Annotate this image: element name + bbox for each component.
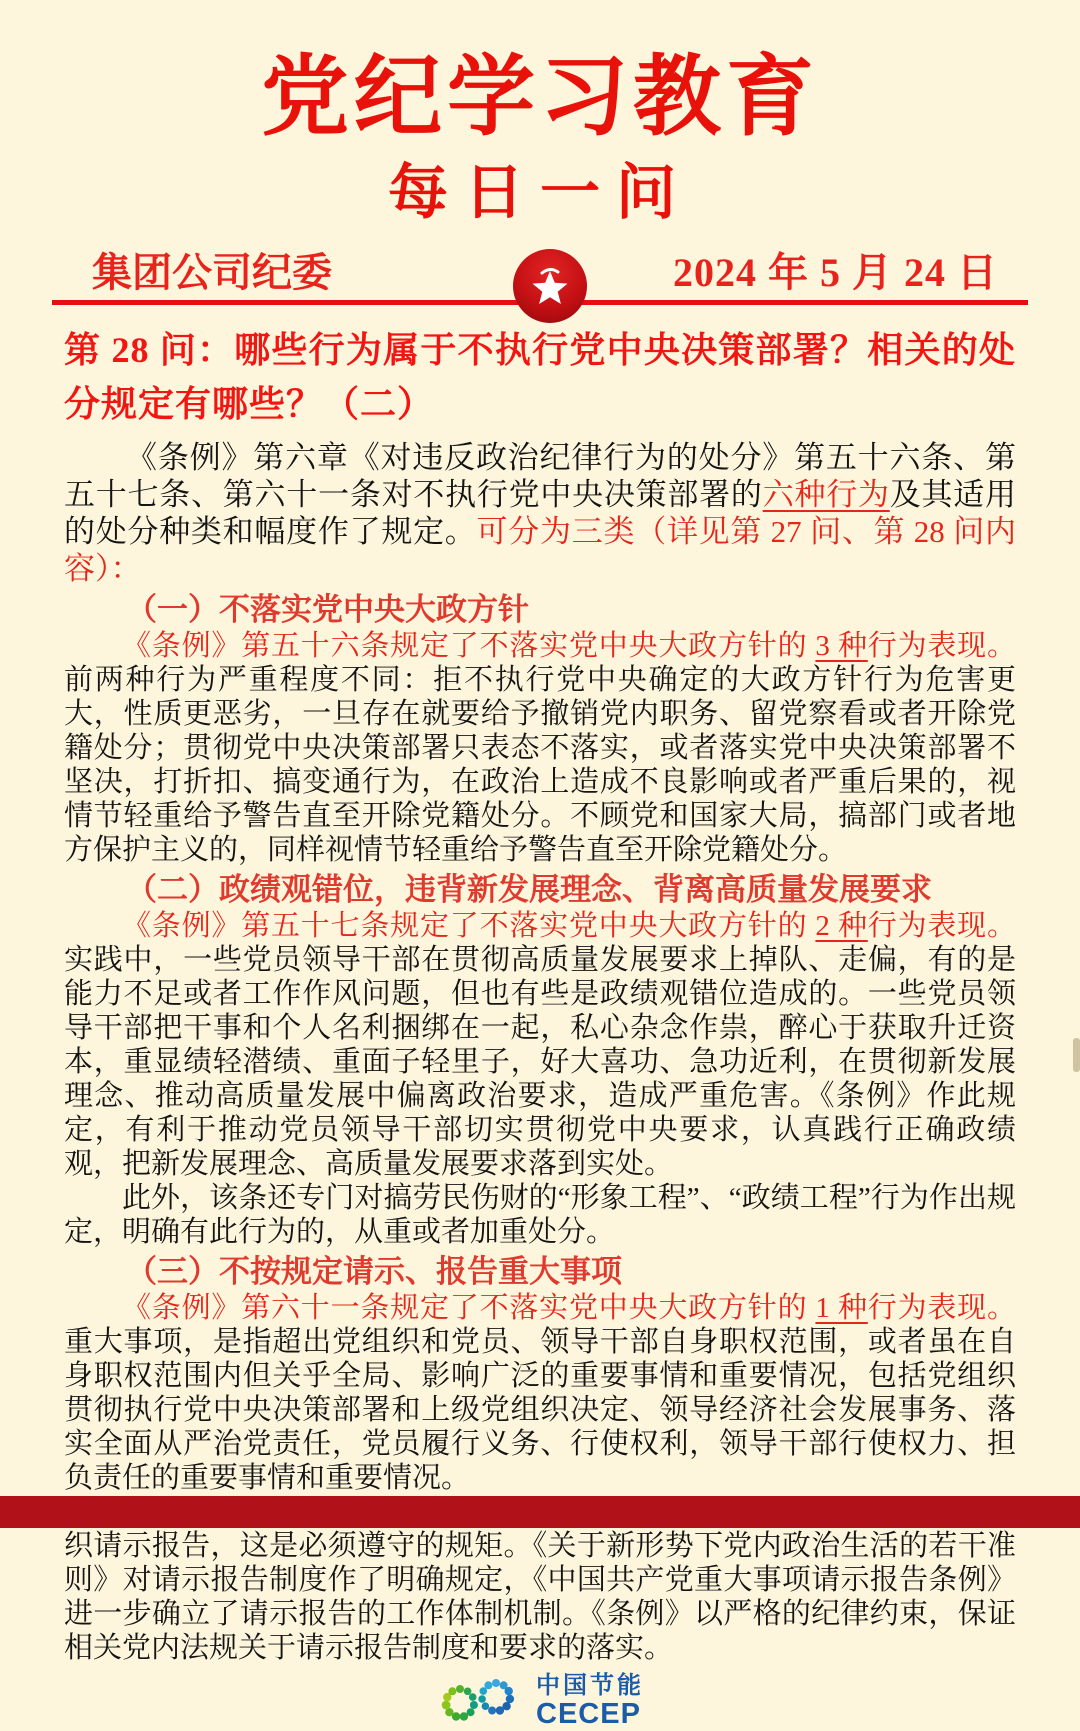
intro-paragraph <box>64 439 1016 587</box>
intro-red-underline: 六种行为 <box>762 477 890 512</box>
cecep-logo-text <box>536 1673 644 1729</box>
section-2-paragraph <box>64 909 1016 1181</box>
section-3-extra-paragraph: 织请示报告，这是必须遵守的规矩。《关于新形势下党内政治生活的若干准则》对请示报告制度作了明确规定，《中国共产党重大事项请示报告条例》进一步确立了请示报告的工作体制机制。《条例》以严格的纪律约束，保证相关党内法规关于请示报告制度和要求的落实。 <box>64 1530 1016 1664</box>
date-label: 2024 年 5 月 24 日 <box>673 250 998 295</box>
header-row <box>52 250 1028 305</box>
s3-red-1: 《条例》第六十一条规定了不落实党中央大政方针的 <box>122 1292 816 1324</box>
s2-red-2: 行为表现。 <box>867 910 1016 942</box>
s2-red-underline: 2 种 <box>815 910 868 942</box>
question-number: 第 28 问： <box>64 330 235 370</box>
logo-chinese-name: 中国节能 <box>536 1672 644 1699</box>
section-2-extra-paragraph: 此外，该条还专门对搞劳民伤财的“形象工程”、“政绩工程”行为作出规定，明确有此行为的，从重或者加重处分。 <box>64 1182 1016 1248</box>
star-badge <box>512 248 588 324</box>
page-title: 党纪学习教育 <box>260 47 819 146</box>
question-text: 哪些行为属于不执行党中央决策部署？相关的处分规定有哪些？（二） <box>64 329 1016 424</box>
section-1-paragraph <box>64 629 1016 867</box>
question-title <box>64 323 1016 431</box>
section-2-heading: （二）政绩观错位，违背新发展理念、背离高质量发展要求 <box>126 872 932 907</box>
s2-black: 实践中，一些党员领导干部在贯彻高质量发展要求上掉队、走偏，有的是能力不足或者工作作风问题，但也有些是政绩观错位造成的。一些党员领导干部把干事和个人名利捆绑在一起，私心杂念作祟，醉心于获取升迁资本，重显绩轻潜绩、重面子轻里子，好大喜功、急功近利，在贯彻新发展理念、推动高质量发展中偏离政治要求，造成严重危害。《条例》作此规定，有利于推动党员领导干部切实贯彻党中央要求，认真践行正确政绩观，把新发展理念、高质量发展要求落到实处。 <box>64 944 1016 1180</box>
star-icon <box>512 248 588 324</box>
section-1-heading: （一）不落实党中央大政方针 <box>126 592 529 627</box>
s1-red-1: 《条例》第五十六条规定了不落实党中央大政方针的 <box>122 630 816 662</box>
article-body <box>64 439 1016 1665</box>
s1-red-2: 行为表现。 <box>867 630 1016 662</box>
s3-red-2: 行为表现。 <box>867 1292 1016 1324</box>
logo-english-name: CECEP <box>536 1698 641 1730</box>
intro-red: 可分为三类（详见第 27 问、第 28 问内容）： <box>64 514 1017 586</box>
page-subtitle: 每日一问 <box>388 160 692 226</box>
section-3-heading: （三）不按规定请示、报告重大事项 <box>126 1254 622 1289</box>
s3-red-underline: 1 种 <box>815 1292 868 1324</box>
org-label: 集团公司纪委 <box>92 251 332 295</box>
cecep-rings-icon <box>436 1671 524 1731</box>
s2-red-1: 《条例》第五十七条规定了不落实党中央大政方针的 <box>122 910 816 942</box>
intro-black-1: 《条例》第六章《对违反政治纪律行为的处分》第五十六条、第五十七条、第六十一条对不执行党中央决策部署的 <box>64 440 1016 512</box>
bottom-red-bar <box>0 1496 1080 1528</box>
intro-black-2: 及其适用的处分种类和幅度作了规定。 <box>64 477 1017 549</box>
s1-red-underline: 3 种 <box>815 630 868 662</box>
scrollbar-thumb[interactable] <box>1073 1038 1080 1072</box>
s3-black: 重大事项，是指超出党组织和党员、领导干部自身职权范围，或者虽在自身职权范围内但关乎全局、影响广泛的重要事情和重要情况，包括党组织贯彻执行党中央决策部署和上级党组织决定、领导经济社会发展事务、落实全面从严治党责任，党员履行义务、行使权利，领导干部行使权力、担负责任的重要事情和重要情况。 <box>64 1326 1016 1494</box>
section-3-paragraph <box>64 1291 1016 1495</box>
cecep-logo <box>0 1671 1080 1731</box>
s1-black: 前两种行为严重程度不同：拒不执行党中央确定的大政方针行为危害更大，性质更恶劣，一旦存在就要给予撤销党内职务、留党察看或者开除党籍处分；贯彻党中央决策部署只表态不落实，或者落实党中央决策部署不坚决，打折扣、搞变通行为，在政治上造成不良影响或者严重后果的，视情节轻重给予警告直至开除党籍处分。不顾党和国家大局，搞部门或者地方保护主义的，同样视情节轻重给予警告直至开除党籍处分。 <box>64 664 1016 866</box>
